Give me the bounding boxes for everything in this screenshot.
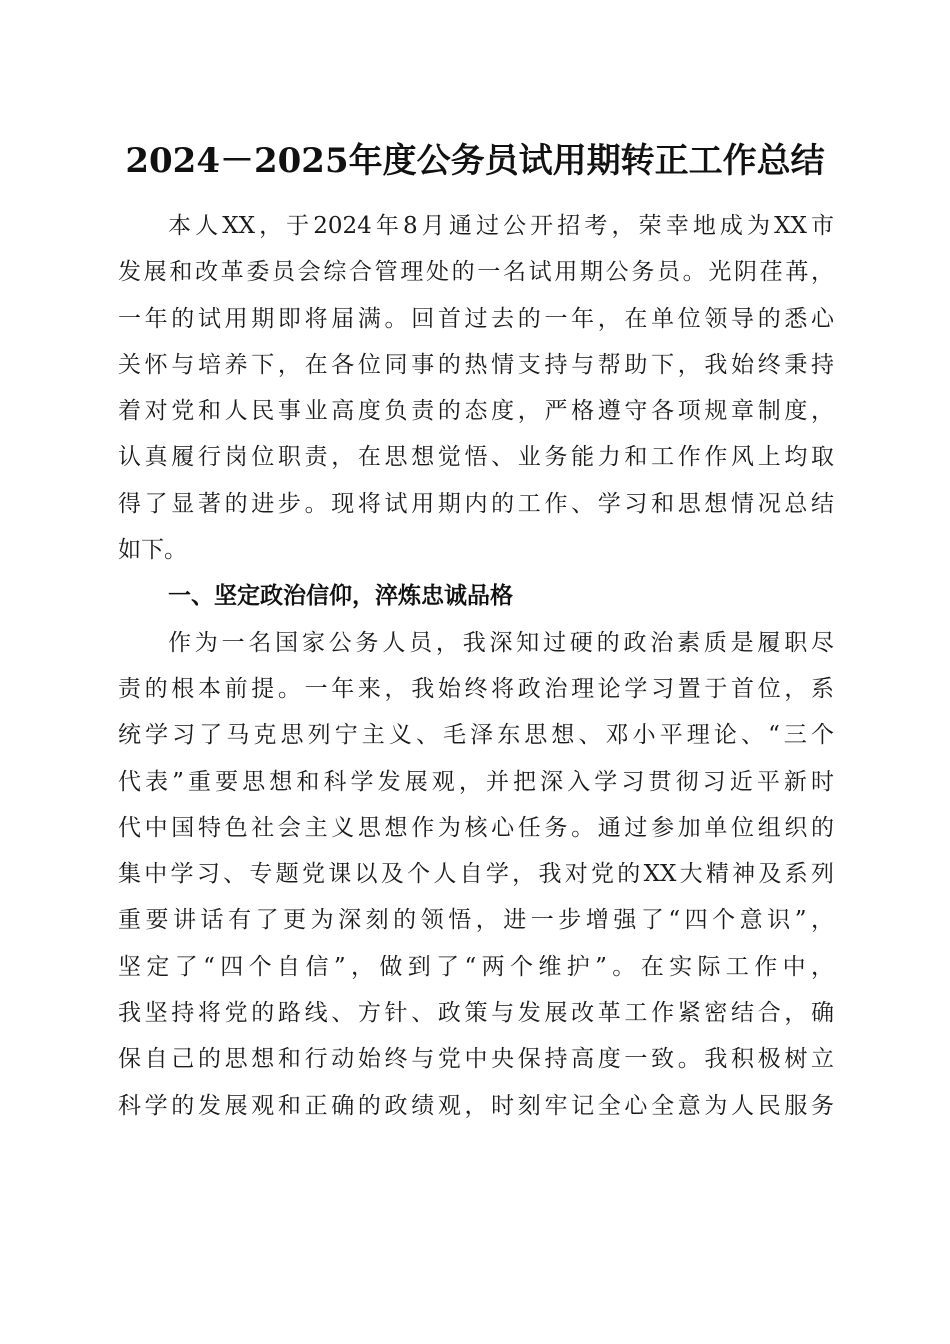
text-line: 认真履行岗位职责，在思想觉悟、业务能力和工作作风上均取	[118, 444, 834, 471]
text-line: 统学习了马克思列宁主义、毛泽东思想、邓小平理论、“三个	[118, 722, 834, 749]
text-line: 保自己的思想和行动始终与党中央保持高度一致。我积极树立	[118, 1046, 834, 1073]
text-line: 我坚持将党的路线、方针、政策与发展改革工作紧密结合，确	[118, 1000, 834, 1027]
text-line: 代中国特色社会主义思想作为核心任务。通过参加单位组织的	[118, 814, 834, 841]
text-line: 作为一名国家公务人员，我深知过硬的政治素质是履职尽	[168, 629, 834, 656]
paragraph-political	[118, 620, 834, 1129]
section-heading: 一、坚定政治信仰，淬炼忠诚品格	[168, 583, 513, 610]
text-line: 关怀与培养下，在各位同事的热情支持与帮助下，我始终秉持	[118, 351, 834, 378]
text-line: 本人XX，于2024年8月通过公开招考，荣幸地成为XX市	[168, 213, 834, 239]
text-line: 责的根本前提。一年来，我始终将政治理论学习置于首位，系	[118, 675, 834, 702]
text-line: 代表”重要思想和科学发展观，并把深入学习贯彻习近平新时	[118, 768, 834, 795]
text-line: 如下。	[118, 537, 187, 564]
text-line: 着对党和人民事业高度负责的态度，严格遵守各项规章制度，	[118, 398, 834, 425]
document-body	[118, 203, 834, 1129]
text-line: 重要讲话有了更为深刻的领悟，进一步增强了“四个意识”，	[118, 907, 834, 934]
text-line: 得了显著的进步。现将试用期内的工作、学习和思想情况总结	[118, 490, 834, 517]
text-line: 科学的发展观和正确的政绩观，时刻牢记全心全意为人民服务	[118, 1092, 834, 1119]
paragraph-intro	[118, 203, 834, 573]
text-line: 坚定了“四个自信”，做到了“两个维护”。在实际工作中，	[118, 953, 834, 980]
text-line: 发展和改革委员会综合管理处的一名试用期公务员。光阴荏苒，	[118, 259, 834, 286]
text-line: 集中学习、专题党课以及个人自学，我对党的XX大精神及系列	[118, 861, 834, 888]
text-line: 一年的试用期即将届满。回首过去的一年，在单位领导的悉心	[118, 305, 834, 332]
document-title: 2024－2025年度公务员试用期转正工作总结	[125, 141, 825, 181]
